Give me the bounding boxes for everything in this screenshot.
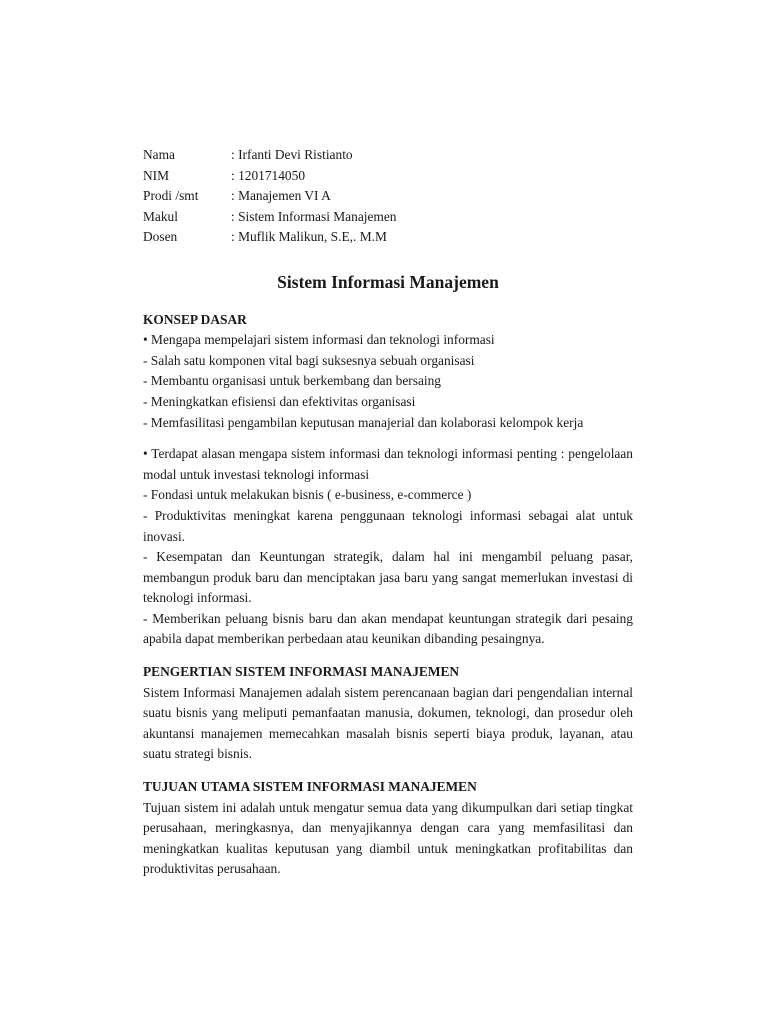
info-value-nama: : Irfanti Devi Ristianto bbox=[231, 147, 353, 162]
info-label-makul: Makul bbox=[143, 208, 178, 224]
tujuan-heading: TUJUAN UTAMA SISTEM INFORMASI MANAJEMEN bbox=[143, 779, 477, 795]
tujuan-body: Tujuan sistem ini adalah untuk mengatur semua data yang dikumpulkan dari setiap tingkat perusahaan, meringkasnya, dan menyajikannya dengan cara yang memfasilitasi dan meningkatkan kualitas keputusan yang diambil untuk meningkatkan profitabilitas dan produktivitas perusahaan. bbox=[143, 799, 633, 877]
document-page bbox=[143, 145, 633, 880]
konsep-line: • Mengapa mempelajari sistem informasi dan teknologi informasi bbox=[143, 332, 495, 348]
info-value-makul: : Sistem Informasi Manajemen bbox=[231, 208, 397, 224]
pengertian-body: Sistem Informasi Manajemen adalah sistem perencanaan bagian dari pengendalian internal suatu bisnis yang meliputi pemanfaatan manusia, dokumen, teknologi, dan prosedur oleh akuntansi manajemen memecahkan masalah bisnis seperti biaya produk, layanan, atau suatu strategi bisnis. bbox=[143, 684, 633, 762]
konsep-dasar-heading: KONSEP DASAR bbox=[143, 311, 247, 327]
info-value-nim: : 1201714050 bbox=[231, 167, 306, 183]
pengertian-heading: PENGERTIAN SISTEM INFORMASI MANAJEMEN bbox=[143, 664, 460, 680]
document-title: Sistem Informasi Manajemen bbox=[277, 271, 499, 292]
student-info-table bbox=[143, 145, 633, 248]
spacer bbox=[143, 433, 633, 444]
info-label-nama: Nama bbox=[143, 147, 175, 162]
section-konsep-dasar bbox=[143, 310, 633, 434]
konsep-line: - Membantu organisasi untuk berkembang dan bersaing bbox=[143, 373, 441, 389]
alasan-item: - Memberikan peluang bisnis baru dan akan mendapat keuntungan strategik dari pesaing apabila dapat memberikan perbedaan atau keunikan dibanding pesaingnya. bbox=[143, 610, 633, 647]
section-pengertian bbox=[143, 662, 633, 765]
alasan-item: - Produktivitas meningkat karena penggunaan teknologi informasi sebagai alat untuk inovasi. bbox=[143, 507, 633, 544]
alasan-item: - Fondasi untuk melakukan bisnis ( e-business, e-commerce ) bbox=[143, 487, 472, 503]
section-alasan bbox=[143, 444, 633, 650]
spacer bbox=[143, 650, 633, 662]
konsep-line: - Meningkatkan efisiensi dan efektivitas organisasi bbox=[143, 393, 416, 409]
section-tujuan bbox=[143, 777, 633, 880]
info-label-prodi: Prodi /smt bbox=[143, 188, 199, 204]
konsep-line: - Memfasilitasi pengambilan keputusan manajerial dan kolaborasi kelompok kerja bbox=[143, 414, 584, 430]
info-value-dosen: : Muflik Malikun, S.E,. M.M bbox=[231, 229, 387, 245]
spacer bbox=[143, 765, 633, 777]
info-label-dosen: Dosen bbox=[143, 229, 178, 245]
info-label-nim: NIM bbox=[143, 167, 170, 183]
konsep-line: - Salah satu komponen vital bagi suksesnya sebuah organisasi bbox=[143, 352, 475, 368]
alasan-item: - Kesempatan dan Keuntungan strategik, dalam hal ini mengambil peluang pasar, membangun produk baru dan menciptakan jasa baru yang sangat memerlukan investasi di teknologi informasi. bbox=[143, 549, 633, 606]
info-value-prodi: : Manajemen VI A bbox=[231, 188, 331, 204]
alasan-intro: • Terdapat alasan mengapa sistem informasi dan teknologi informasi penting : pengelolaan modal untuk investasi teknologi informasi bbox=[143, 446, 633, 482]
